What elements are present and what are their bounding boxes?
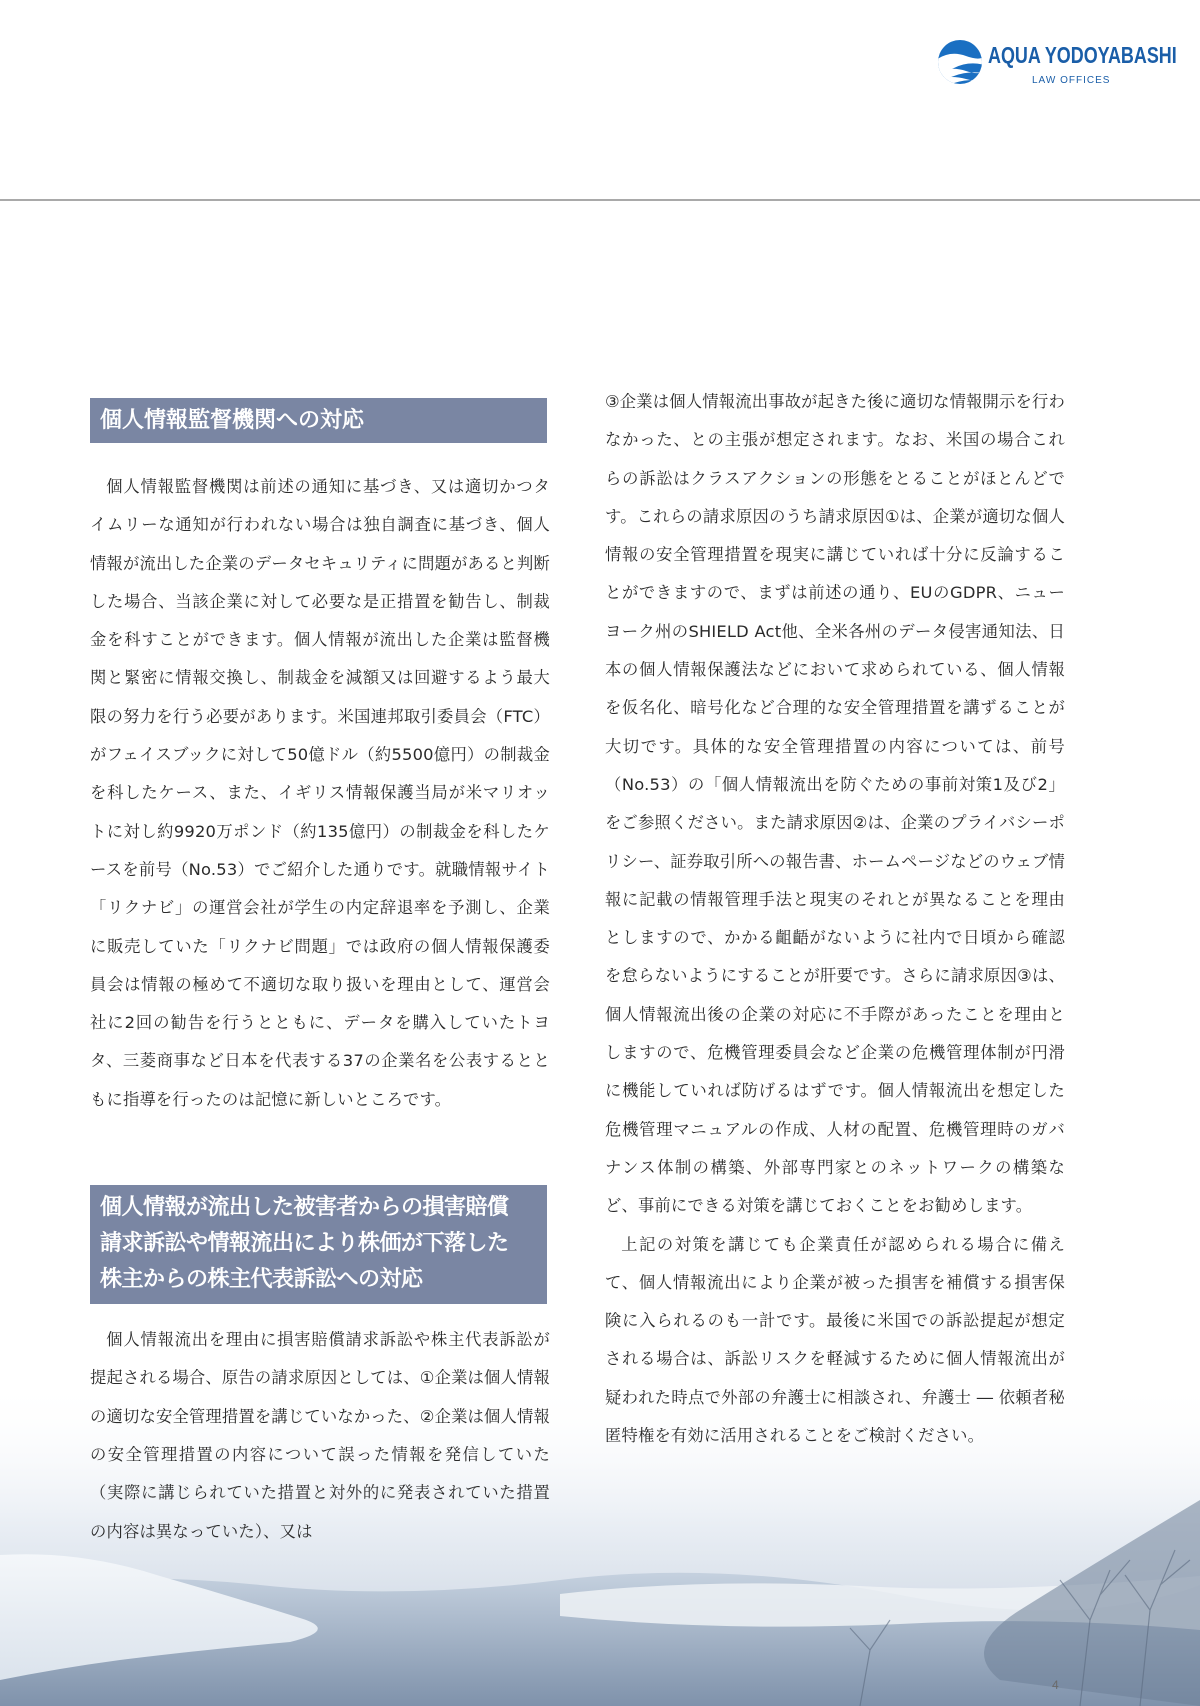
right-column [605, 392, 1065, 1455]
section-heading-litigation [90, 1185, 547, 1304]
section-heading-line: 個人情報が流出した被害者からの損害賠償 [100, 1195, 509, 1221]
logo-name: AQUA YODOYABASHI [988, 42, 1177, 68]
body-paragraph: 個人情報監督機関は前述の通知に基づき、又は適切かつタイムリーな通知が行われない場合は独自調査に基づき、個人情報が流出した企業のデータセキュリティに問題があると判断した場合、当該企業に対して必要な是正措置を勧告し、制裁金を科すことができます。個人情報が流出した企業は監督機関と緊密に情報交換し、制裁金を減額又は回避するよう最大限の努力を行う必要があります。米国連邦取引委員会（FTC）がフェイスブックに対して50億ドル（約5500億円）の制裁金を科したケース、また、イギリス情報保護当局が米マリオットに対し約9920万ポンド（約135億円）の制裁金を科したケースを前号（No.53）でご紹介した通りです。就職情報サイト「リクナビ」の運営会社が学生の内定辞退率を予測し、企業に販売していた「リクナビ問題」では政府の個人情報保護委員会は情報の極めて不適切な取り扱いを理由として、運営会社に2回の勧告を行うとともに、データを購入していたトヨタ、三菱商事など日本を代表する37の企業名を公表するとともに指導を行ったのは記憶に新しいところです。 [90, 477, 550, 1109]
firm-logo [936, 38, 1177, 90]
wave-logo-icon [936, 38, 988, 90]
section-heading-line: 請求訴訟や情報流出により株価が下落した [100, 1231, 509, 1257]
section-heading-text: 個人情報監督機関への対応 [100, 408, 365, 433]
section-heading-line: 株主からの株主代表訴訟への対応 [100, 1267, 423, 1293]
section-heading-supervisory-authority [90, 398, 547, 443]
header-rule [0, 199, 1200, 201]
logo-subtitle: LAW OFFICES [1032, 75, 1111, 86]
body-paragraph: 上記の対策を講じても企業責任が認められる場合に備えて、個人情報流出により企業が被った損害を補償する損害保険に入られるのも一計です。最後に米国での訴訟提起が想定される場合は、訴訟リスクを軽減するために個人情報流出が疑われた時点で外部の弁護士に相談され、弁護士 ― 依頼者秘匿特権を有効に活用されることをご検討ください。 [605, 1234, 1065, 1446]
body-paragraph: 個人情報流出を理由に損害賠償請求訴訟や株主代表訴訟が提起される場合、原告の請求原因としては、①企業は個人情報の適切な安全管理措置を講じていなかった、②企業は個人情報の安全管理措置の内容について誤った情報を発信していた（実際に講じられていた措置と対外的に発表されていた措置の内容は異なっていた）、又は [90, 1330, 550, 1541]
left-column [90, 398, 550, 1551]
body-paragraph: ③企業は個人情報流出事故が起きた後に適切な情報開示を行わなかった、との主張が想定されます。なお、米国の場合これらの訴訟はクラスアクションの形態をとることがほとんどです。これらの請求原因のうち請求原因①は、企業が適切な個人情報の安全管理措置を現実に講じていれば十分に反論することができますので、まずは前述の通り、EUのGDPR、ニューヨーク州のSHIELD Act他、全米各州のデータ侵害通知法、日本の個人情報保護法などにおいて求められている、個人情報を仮名化、暗号化など合理的な安全管理措置を講ずることが大切です。具体的な安全管理措置の内容については、前号（No.53）の「個人情報流出を防ぐための事前対策1及び2」をご参照ください。また請求原因②は、企業のプライバシーポリシー、証券取引所への報告書、ホームページなどのウェブ情報に記載の情報管理手法と現実のそれとが異なることを理由としますので、かかる齟齬がないように社内で日頃から確認を怠らないようにすることが肝要です。さらに請求原因③は、個人情報流出後の企業の対応に不手際があったことを理由としますので、危機管理委員会など企業の危機管理体制が円滑に機能していれば防げるはずです。個人情報流出を想定した危機管理マニュアルの作成、人材の配置、危機管理時のガバナンス体制の構築、外部専門家とのネットワークの構築など、事前にできる対策を講じておくことをお勧めします。 [605, 392, 1065, 1216]
page-number: 4 [1052, 1678, 1059, 1692]
